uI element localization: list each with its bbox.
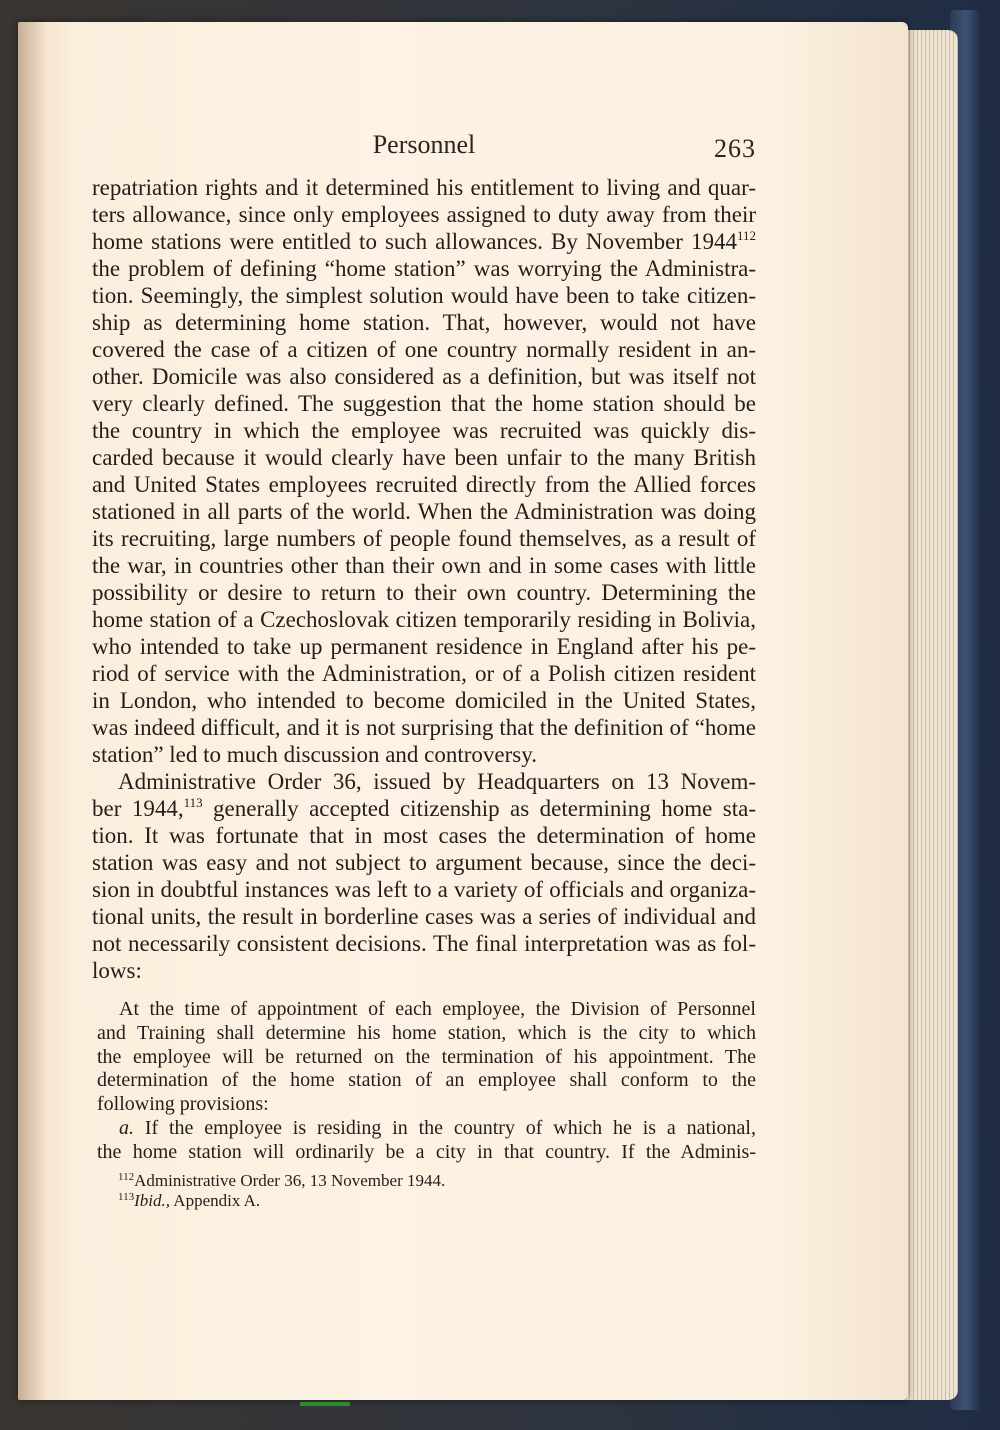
quote-line: At the time of appointment of each employee, the Division of Personnel	[119, 998, 756, 1020]
text-line: sion in doubtful instances was left to a variety of officials and organiza-	[92, 877, 756, 902]
footnote-number: 113	[118, 1191, 135, 1203]
page-header	[92, 130, 756, 170]
quote-line	[97, 1117, 756, 1141]
quote-line: and Training shall determine his home station, which is the city to which	[97, 1021, 756, 1044]
text-line: not necessarily consistent decisions. The final interpretation was as fol-	[92, 931, 756, 956]
running-head: Personnel	[372, 130, 476, 159]
text-line: Administrative Order 36, issued by Headquarters on 13 Novem-	[118, 769, 756, 794]
text-line: in London, who intended to become domiciled in the United States,	[92, 688, 756, 713]
text-segment: generally accepted citizenship as determining home sta-	[202, 796, 756, 821]
text-line: home station of a Czechoslovak citizen temporarily residing in Bolivia,	[92, 607, 756, 632]
quote-line: the home station will ordinarily be a city in that country. If the Adminis-	[97, 1140, 756, 1163]
text-line: was indeed difficult, and it is not surprising that the definition of “home	[92, 715, 756, 740]
text-line: its recruiting, large numbers of people found themselves, as a result of	[92, 526, 756, 551]
footnote-ref-112: 112	[736, 228, 756, 243]
text-line: station was easy and not subject to argument because, since the deci-	[92, 850, 756, 875]
text-segment: home stations were entitled to such allowances. By November 1944	[92, 229, 737, 254]
text-line: covered the case of a citizen of one country normally resident in an-	[92, 337, 756, 362]
quote-line: determination of the home station of an employee shall conform to the	[97, 1069, 756, 1092]
text-line: and United States employees recruited directly from the Allied forces	[92, 472, 756, 497]
text-line: repatriation rights and it determined his entitlement to living and quar-	[92, 175, 756, 200]
footnote-text: Appendix A.	[169, 1191, 261, 1210]
text-line: who intended to take up permanent residence in England after his pe-	[92, 634, 756, 659]
gutter-shadow	[18, 22, 46, 1400]
text-line: station” led to much discussion and controversy.	[92, 742, 538, 767]
footnote-italic: Ibid.,	[134, 1191, 170, 1210]
footnotes	[118, 1171, 718, 1211]
text-line: tion. It was fortunate that in most cases the determination of home	[92, 823, 756, 848]
text-line: the war, in countries other than their own and in some cases with little	[92, 553, 756, 578]
text-segment: If the employee is residing in the country of which he is a national,	[134, 1116, 756, 1139]
text-line: carded because it would clearly have been unfair to the many British	[92, 445, 756, 470]
text-line: tional units, the result in borderline cases was a series of individual and	[92, 904, 756, 929]
text-line: stationed in all parts of the world. When the Administration was doing	[92, 499, 756, 524]
quote-line: the employee will be returned on the termination of his appointment. The	[97, 1045, 756, 1068]
text-line: possibility or desire to return to their own country. Determining the	[92, 580, 756, 605]
text-line: the problem of defining “home station” was worrying the Administra-	[92, 256, 756, 281]
footnote-ref-113: 113	[183, 795, 203, 810]
text-line: very clearly defined. The suggestion that the home station should be	[92, 391, 756, 416]
footnote-number: 112	[118, 1171, 135, 1183]
text-line: riod of service with the Administration, or of a Polish citizen resident	[92, 661, 756, 686]
text-line: lows:	[92, 958, 142, 983]
text-line	[92, 228, 756, 255]
body-text	[92, 174, 756, 984]
footnote-112	[118, 1171, 718, 1191]
color-strip-mark	[300, 1402, 350, 1406]
item-label: a.	[119, 1116, 134, 1139]
text-line: other. Domicile was also considered as a definition, but was itself not	[92, 364, 756, 389]
text-segment: ber 1944,	[92, 796, 184, 821]
footnote-text: Administrative Order 36, 13 November 1944.	[134, 1171, 446, 1190]
text-line: tion. Seemingly, the simplest solution would have been to take citizen-	[92, 283, 756, 308]
page-number: 263	[714, 134, 756, 163]
text-line: the country in which the employee was recruited was quickly dis-	[92, 418, 756, 443]
text-line	[92, 795, 756, 822]
text-line: ship as determining home station. That, however, would not have	[92, 310, 756, 335]
block-quote	[97, 998, 756, 1165]
footnote-113	[118, 1191, 718, 1211]
quote-line: following provisions:	[97, 1093, 269, 1116]
text-line: ters allowance, since only employees assigned to duty away from their	[92, 202, 756, 227]
